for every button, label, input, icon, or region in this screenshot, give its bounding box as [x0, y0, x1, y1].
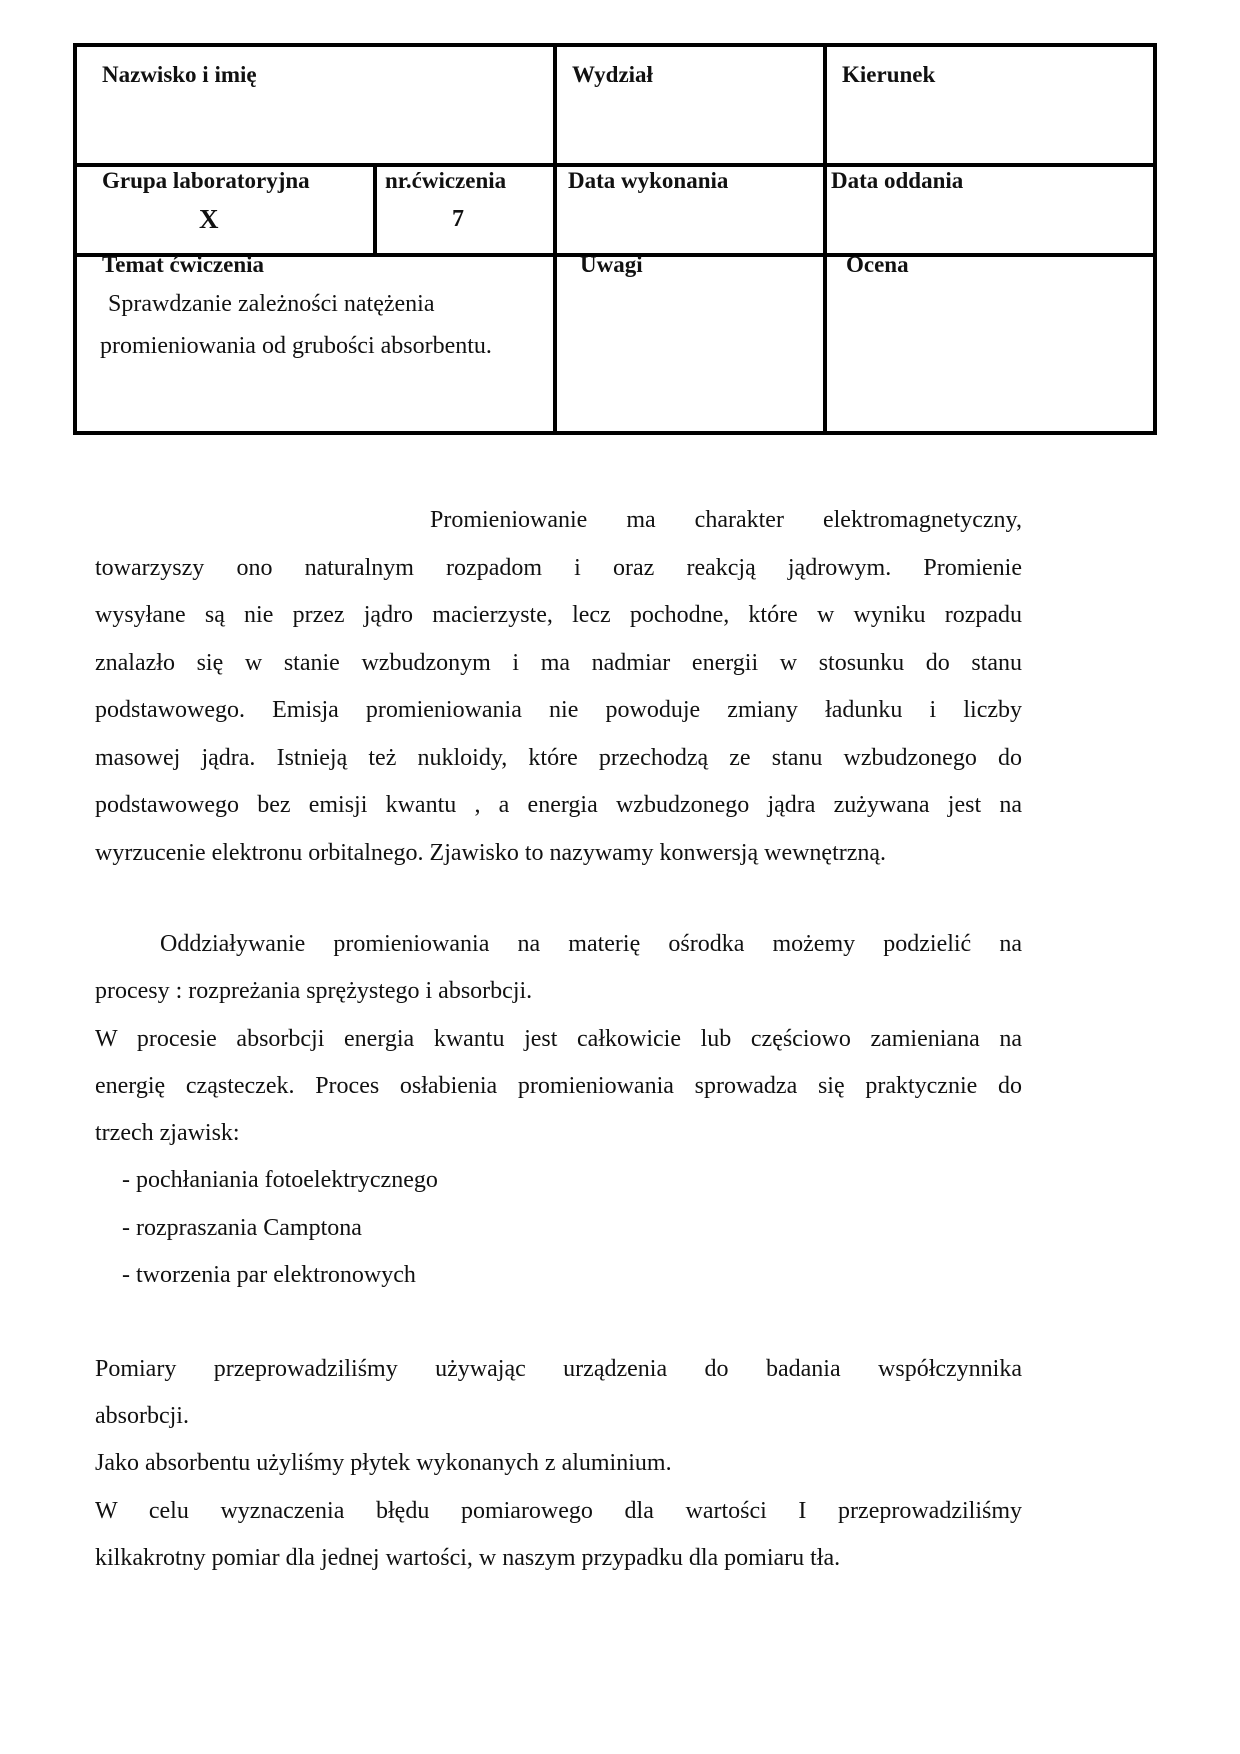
- table-col-divider: [823, 43, 827, 435]
- topic-line: promieniowania od grubości absorbentu.: [100, 333, 492, 359]
- text-line: Pomiary przeprowadziliśmy używając urządzenia do badania współczynnika: [95, 1356, 1022, 1382]
- faculty-label: Wydział: [572, 62, 653, 87]
- text-line: masowej jądra. Istnieją też nukloidy, które przechodzą ze stanu wzbudzonego do: [95, 745, 1022, 771]
- text-line: energię cząsteczek. Proces osłabienia promieniowania sprowadza się praktycznie do: [95, 1073, 1022, 1099]
- text-line: Oddziaływanie promieniowania na materię ośrodka możemy podzielić na: [160, 931, 1022, 957]
- header-table: [73, 43, 1157, 435]
- list-item: - tworzenia par elektronowych: [122, 1262, 416, 1288]
- topic-label: Temat ćwiczenia: [102, 252, 265, 277]
- remarks-label: Uwagi: [580, 252, 643, 277]
- text-line: Jako absorbentu użyliśmy płytek wykonanych z aluminium.: [95, 1450, 672, 1476]
- text-line: znalazło się w stanie wzbudzonym i ma nadmiar energii w stosunku do stanu: [95, 650, 1022, 676]
- table-col-divider: [553, 43, 557, 435]
- text-line: W celu wyznaczenia błędu pomiarowego dla wartości I przeprowadziliśmy: [95, 1498, 1022, 1524]
- text-line: procesy : rozpreżania sprężystego i absorbcji.: [95, 978, 533, 1004]
- text-line: Promieniowanie ma charakter elektromagnetyczny,: [430, 507, 1022, 533]
- name-label: Nazwisko i imię: [102, 62, 257, 87]
- text-line: trzech zjawisk:: [95, 1120, 240, 1146]
- group-label: Grupa laboratoryjna: [102, 168, 310, 193]
- grade-label: Ocena: [846, 252, 909, 277]
- text-line: towarzyszy ono naturalnym rozpadom i oraz reakcją jądrowym. Promienie: [95, 555, 1022, 581]
- table-row-divider: [73, 163, 1157, 167]
- list-item: - rozpraszania Camptona: [122, 1215, 362, 1241]
- text-line: kilkakrotny pomiar dla jednej wartości, w naszym przypadku dla pomiaru tła.: [95, 1545, 841, 1571]
- date-submitted-label: Data oddania: [831, 168, 964, 193]
- text-line: wysyłane są nie przez jądro macierzyste, lecz pochodne, które w wyniku rozpadu: [95, 602, 1022, 628]
- exercise-number-label: nr.ćwiczenia: [385, 168, 507, 193]
- topic-line: Sprawdzanie zależności natężenia: [108, 291, 435, 317]
- text-line: podstawowego bez emisji kwantu , a energia wzbudzonego jądra zużywana jest na: [95, 792, 1022, 818]
- text-line: podstawowego. Emisja promieniowania nie powoduje zmiany ładunku i liczby: [95, 697, 1022, 723]
- field-label: Kierunek: [842, 62, 936, 87]
- date-done-label: Data wykonania: [568, 168, 729, 193]
- exercise-number-value: 7: [452, 206, 464, 232]
- text-line: W procesie absorbcji energia kwantu jest całkowicie lub częściowo zamieniana na: [95, 1026, 1022, 1052]
- table-col-divider: [373, 163, 377, 257]
- group-value: X: [199, 204, 219, 234]
- list-item: - pochłaniania fotoelektrycznego: [122, 1167, 438, 1193]
- text-line: absorbcji.: [95, 1403, 189, 1429]
- text-line: wyrzucenie elektronu orbitalnego. Zjawisko to nazywamy konwersją wewnętrzną.: [95, 840, 887, 866]
